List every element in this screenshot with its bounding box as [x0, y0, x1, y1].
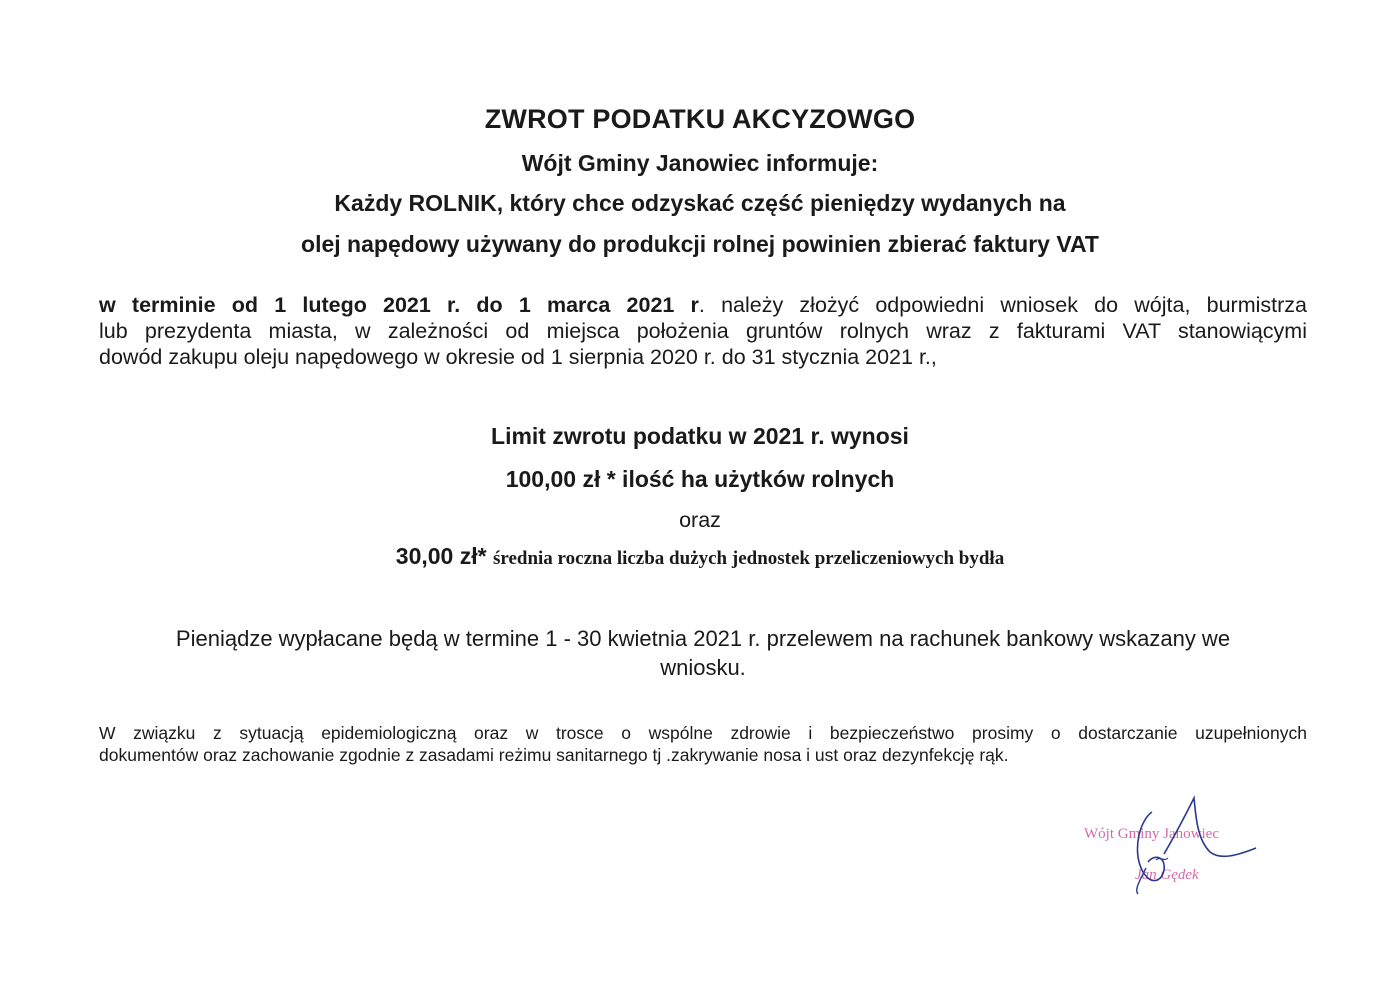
handwritten-signature [1060, 790, 1290, 910]
deadline-paragraph [99, 292, 1307, 370]
covid-notice [99, 722, 1307, 766]
document-title: ZWROT PODATKU AKCYZOWGO [484, 104, 916, 134]
deadline-line-3: dowód zakupu oleju napędowego w okresie od 1 sierpnia 2020 r. do 31 stycznia 2021 r., [99, 345, 937, 369]
document-subtitle: Wójt Gminy Janowiec informuje: [521, 150, 879, 176]
covid-line-2: dokumentów oraz zachowanie zgodnie z zasadami reżimu sanitarnego tj .zakrywanie nosa i ust oraz dezynfekcję rąk. [99, 745, 1009, 765]
stamp-title: Wójt Gminy Janowiec [1084, 826, 1219, 842]
covid-line-1: W związku z sytuacją epidemiologiczną oraz w trosce o wspólne zdrowie i bezpieczeństwo prosimy o dostarczanie uzupełnionych [99, 723, 1307, 743]
deadline-bold-text: w terminie od 1 lutego 2021 r. do 1 marca 2021 r [99, 293, 699, 317]
cattle-amount: 30,00 zł* [395, 543, 487, 569]
payout-line-1: Pieniądze wypłacane będą w termine 1 - 30 kwietnia 2021 r. przelewem na rachunek bankowy wskazany we [175, 626, 1231, 651]
payout-line-2: wniosku. [660, 655, 746, 680]
limit-line-2: 100,00 zł * ilość ha użytków rolnych [505, 466, 895, 492]
limit-line-1: Limit zwrotu podatku w 2021 r. wynosi [491, 423, 909, 449]
heading-line-1: Każdy ROLNIK, który chce odzyskać część pieniędzy wydanych na [334, 190, 1066, 216]
payout-paragraph [99, 624, 1307, 682]
deadline-line-1 [99, 292, 1307, 318]
cattle-limit-line [0, 543, 1400, 570]
signature-stamp [1060, 790, 1290, 910]
deadline-line-1-rest: . należy złożyć odpowiedni wniosek do wójta, burmistrza [698, 293, 1307, 317]
stamp-name: Jan Gędek [1135, 867, 1199, 883]
heading-line-2: olej napędowy używany do produkcji rolnej powinien zbierać faktury VAT [301, 231, 1099, 257]
oraz-text: oraz [679, 508, 721, 532]
deadline-line-2: lub prezydenta miasta, w zależności od miejsca położenia gruntów rolnych wraz z fakturami VAT stanowiącymi [99, 319, 1307, 343]
cattle-description: średnia roczna liczba dużych jednostek przeliczeniowych bydła [492, 548, 1005, 569]
